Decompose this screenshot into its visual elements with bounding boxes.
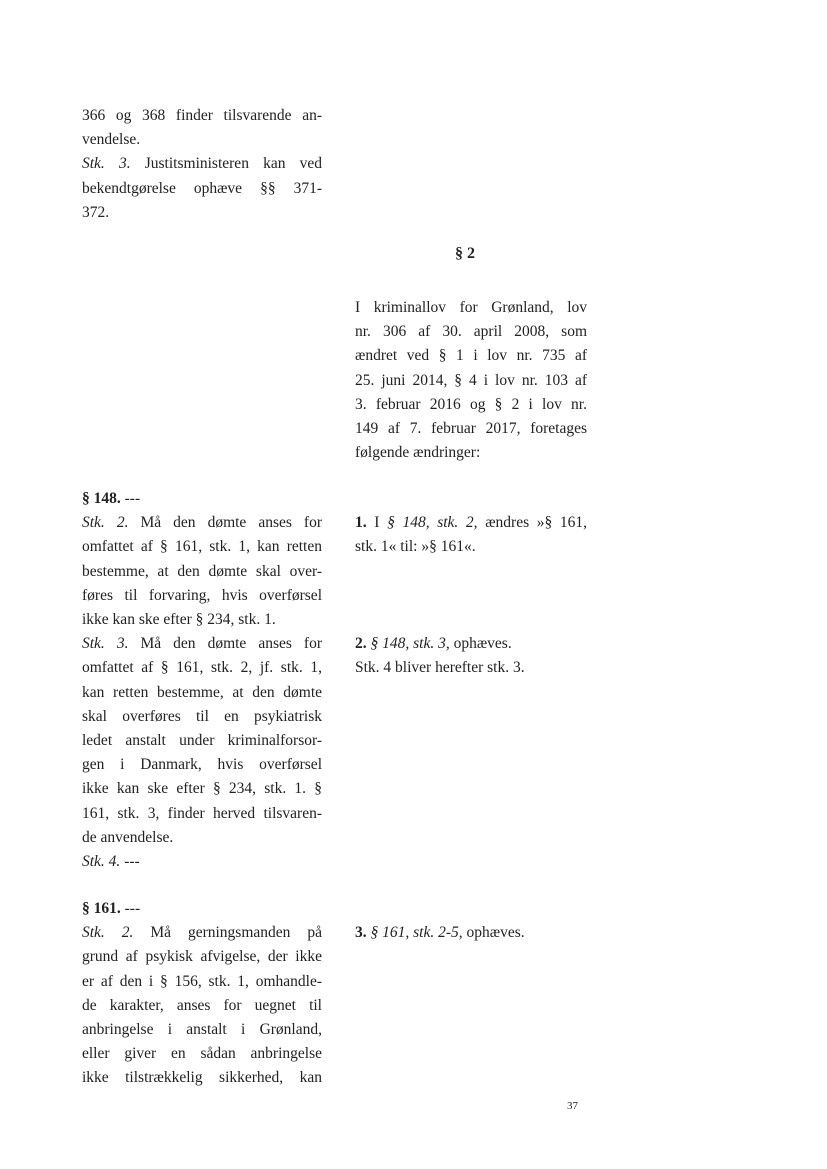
- text-line: ikke kan ske efter § 234, stk. 1.: [82, 611, 276, 629]
- text-line: [355, 921, 587, 945]
- text-line: anbringelse i anstalt i Grønland,: [82, 1021, 322, 1039]
- text-line: skal overføres til en psykiatrisk: [82, 707, 322, 725]
- text-line: eller giver en sådan anbringelse: [82, 1045, 322, 1063]
- text-fragment: ophæves.: [449, 635, 512, 652]
- text-line: 372.: [82, 203, 110, 221]
- text-line: grund af psykisk afvigelse, der ikke: [82, 948, 322, 966]
- left-top-text: [82, 104, 322, 225]
- stk-label: Stk. 4.: [82, 853, 121, 871]
- text-line: 366 og 368 finder tilsvarende an-: [82, 107, 322, 124]
- text-line: [82, 850, 322, 874]
- text-fragment: Må gerningsmanden på: [133, 924, 322, 942]
- text-line: de karakter, anses for uegnet til: [82, 996, 322, 1014]
- text-line: [355, 632, 587, 656]
- text-line: ikke tilstrækkelig sikkerhed, kan: [82, 1069, 322, 1087]
- paragraph-title: [82, 487, 322, 511]
- text-line: ændret ved § 1 i lov nr. 735 af: [355, 347, 587, 365]
- text-line: I kriminallov for Grønland, lov: [355, 299, 587, 316]
- change-number: 2.: [355, 635, 367, 652]
- text-line: 25. juni 2014, § 4 i lov nr. 103 af: [355, 371, 587, 389]
- text-line: nr. 306 af 30. april 2008, som: [355, 323, 587, 341]
- change-1: [355, 511, 587, 559]
- stk-label: Stk. 2.: [82, 924, 134, 942]
- text-line: Stk. 4 bliver herefter stk. 3.: [355, 659, 525, 677]
- paragraph-148: [82, 487, 322, 874]
- paragraph-title: [82, 897, 322, 921]
- paragraph-161: [82, 897, 322, 1091]
- text-line: vendelse.: [82, 131, 141, 149]
- text-fragment: Må den dømte anses for: [128, 514, 323, 532]
- section-intro: [355, 296, 587, 465]
- change-2: [355, 632, 587, 680]
- text-fragment: ---: [120, 853, 140, 871]
- text-line: føres til forvaring, hvis overførsel: [82, 586, 322, 604]
- text-fragment: Må den dømte anses for: [128, 635, 323, 653]
- text-line: 3. februar 2016 og § 2 i lov nr.: [355, 395, 587, 413]
- text-line: ikke kan ske efter § 234, stk. 1. §: [82, 780, 322, 798]
- page-number: 37: [567, 1100, 578, 1112]
- text-line: ledet anstalt under kriminalforsor-: [82, 732, 322, 750]
- text-line: [82, 152, 322, 176]
- text-fragment: Justitsministeren kan ved: [130, 155, 323, 173]
- text-line: [82, 921, 322, 945]
- change-number: 1.: [355, 514, 367, 531]
- text-line: omfattet af § 161, stk. 2, jf. stk. 1,: [82, 659, 322, 677]
- text-line: følgende ændringer:: [355, 444, 481, 462]
- paragraph-number: § 148.: [82, 490, 121, 507]
- stk-label: Stk. 3.: [82, 635, 129, 653]
- text-line: stk. 1« til: »§ 161«.: [355, 538, 476, 556]
- stk-label: Stk. 3.: [82, 155, 131, 173]
- change-3: [355, 921, 587, 945]
- text-line: 161, stk. 3, finder herved tilsvaren-: [82, 804, 322, 822]
- text-line: er af den i § 156, stk. 1, omhandle-: [82, 972, 322, 990]
- change-number: 3.: [355, 924, 367, 941]
- text-fragment: ---: [120, 490, 141, 507]
- paragraph-number: § 161.: [82, 900, 121, 917]
- section-heading: § 2: [455, 245, 475, 262]
- text-fragment: ---: [120, 900, 141, 917]
- text-line: de anvendelse.: [82, 828, 174, 846]
- change-reference: § 161, stk. 2-5,: [370, 924, 463, 941]
- text-line: gen i Danmark, hvis overførsel: [82, 756, 322, 774]
- change-reference: § 148, stk. 3,: [370, 635, 450, 652]
- text-fragment: ændres »§ 161,: [477, 514, 587, 531]
- text-line: [82, 511, 322, 535]
- text-line: [355, 511, 587, 535]
- text-line: bekendtgørelse ophæve §§ 371-: [82, 179, 322, 197]
- text-line: kan retten bestemme, at den dømte: [82, 683, 322, 701]
- text-fragment: ophæves.: [462, 924, 525, 941]
- text-line: bestemme, at den dømte skal over-: [82, 562, 322, 580]
- text-line: [82, 632, 322, 656]
- text-line: 149 af 7. februar 2017, foretages: [355, 420, 587, 438]
- change-reference: § 148, stk. 2,: [387, 514, 478, 531]
- text-line: omfattet af § 161, stk. 1, kan retten: [82, 538, 322, 556]
- text-fragment: I: [366, 514, 388, 531]
- stk-label: Stk. 2.: [82, 514, 129, 532]
